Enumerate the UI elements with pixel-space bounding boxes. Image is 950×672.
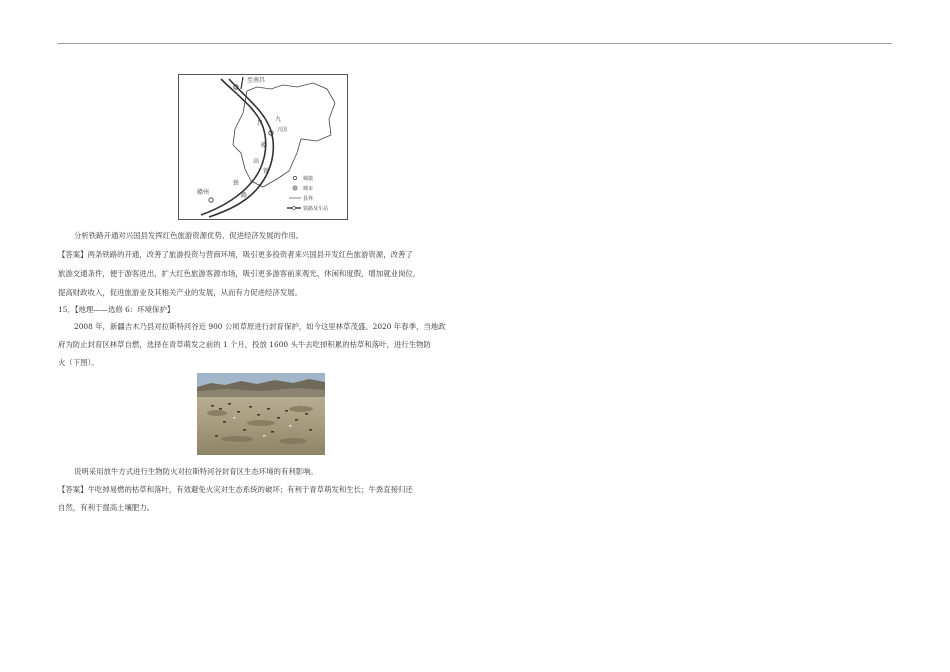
railway-line-1 bbox=[201, 79, 266, 215]
railway-map-svg bbox=[179, 75, 347, 219]
q15-body-line-1: 2008 年，新疆吉木乃县对拉斯特河谷近 900 公顷草原进行封育保护，如今这里林草茂盛。2020 年春季，当地政 bbox=[74, 322, 446, 331]
legend-railway-label: 铁路及车站 bbox=[303, 206, 329, 212]
q15-prompt: 说明采用放牛方式进行生物防火对拉斯特河谷封育区生态环境的有利影响。 bbox=[74, 467, 318, 476]
legend-county-label: 县界 bbox=[303, 196, 314, 202]
q15-answer-line-2: 自然，有利于提高土壤肥力。 bbox=[58, 503, 155, 512]
label-to-nanchang: 至南昌 bbox=[247, 77, 266, 84]
label-ganzhou: 赣州 bbox=[197, 189, 210, 196]
label-xingguo: 兴国 bbox=[277, 127, 288, 133]
q14-answer-line-1: 【答案】两条铁路的开通，改善了旅游投资与营商环境，吸引更多投资者来兴国县开发红色旅游资源，改善了 bbox=[58, 250, 413, 259]
map-legend bbox=[287, 175, 328, 212]
q14-answer-line-3: 提高财政收入，促进旅游业及其相关产业的发展，从而有力促进经济发展。 bbox=[58, 288, 302, 297]
label-rail-tie: 铁 bbox=[263, 168, 270, 175]
q14-prompt: 分析铁路开通对兴国县发挥红色旅游资源优势、促进经济发展的作用。 bbox=[74, 231, 304, 240]
header-rule bbox=[58, 43, 892, 44]
legend-town-label: 城镇 bbox=[303, 176, 314, 182]
label-rail-jiu: 九 bbox=[275, 116, 282, 123]
label-rail-gao: 高 bbox=[253, 158, 260, 165]
q15-heading: 15．【地理——选修 6：环境保护】 bbox=[58, 305, 175, 314]
label-rail-lu: 路 bbox=[241, 192, 248, 199]
q15-answer-line-1: 【答案】牛吃掉易燃的枯草和落叶，有效避免火灾对生态系统的破坏；有利于青草萌发和生长；牛粪直接归还 bbox=[58, 485, 413, 494]
legend-town-dot-icon bbox=[293, 176, 296, 179]
city-marker-ganzhou bbox=[209, 198, 213, 202]
label-rail-tie-2: 铁 bbox=[233, 180, 240, 187]
railway-branch-north bbox=[241, 77, 243, 89]
legend-city-label: 城市 bbox=[303, 186, 314, 192]
q15-body-line-2: 府为防止封育区林草自燃，选择在青草萌发之前的 1 个月，投放 1600 头牛去吃掉积累的枯草和落叶，进行生物防 bbox=[58, 340, 431, 349]
grazing-cattle-photo bbox=[197, 373, 325, 455]
railway-map-figure bbox=[178, 74, 348, 220]
label-rail-chang: 昌 bbox=[257, 120, 264, 127]
q15-body-line-3: 火（下图）。 bbox=[58, 358, 99, 367]
label-rail-gan: 赣 bbox=[261, 142, 268, 149]
q14-answer-line-2: 旅游交通条件，便于游客进出，扩大红色旅游客源市场，吸引更多游客前来观光、休闲和度假，增加就业岗位， bbox=[58, 269, 421, 278]
